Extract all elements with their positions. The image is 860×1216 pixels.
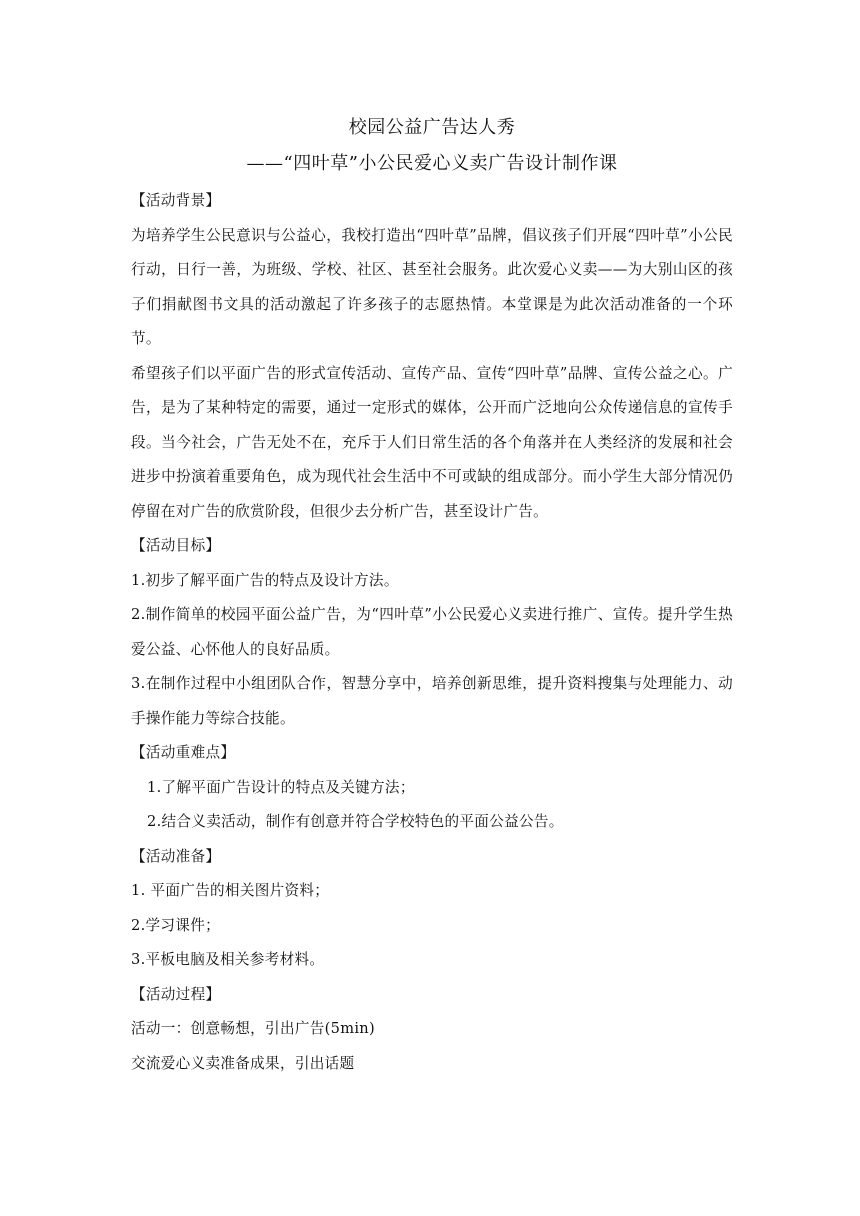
preparation-item: 2.学习课件；	[131, 916, 220, 934]
background-paragraph: 为培养学生公民意识与公益心，我校打造出“四叶草”品牌，倡议孩子们开展“四叶草”小公民行动，日行一善，为班级、学校、社区、甚至社会服务。此次爱心义卖——为大别山区的孩子们捐献图书文具的活动激起了许多孩子的志愿热情。本堂课是为此次活动准备的一个环节。	[131, 226, 733, 347]
background-paragraph: 希望孩子们以平面广告的形式宣传活动、宣传产品、宣传“四叶草”品牌、宣传公益之心。广告，是为了某种特定的需要，通过一定形式的媒体，公开而广泛地向公众传递信息的宣传手段。当今社会，广告无处不在，充斥于人们日常生活的各个角落并在人类经济的发展和社会进步中扮演着重要角色，成为现代社会生活中不可或缺的组成部分。而小学生大部分情况仍停留在对广告的欣赏阶段，但很少去分析广告，甚至设计广告。	[131, 364, 733, 520]
document-body	[131, 110, 733, 1081]
key-point-item: 2.结合义卖活动，制作有创意并符合学校特色的平面公益公告。	[147, 813, 564, 830]
goal-item: 1.初步了解平面广告的特点及设计方法。	[131, 571, 399, 589]
process-item: 活动一：创意畅想，引出广告(5min)	[131, 1020, 375, 1037]
section-heading-process: 【活动过程】	[131, 985, 221, 1003]
key-point-item: 1.了解平面广告设计的特点及关键方法；	[147, 778, 415, 796]
preparation-item: 3.平板电脑及相关参考材料。	[131, 951, 325, 968]
preparation-item: 1. 平面广告的相关图片资料；	[131, 882, 330, 899]
document-title: 校园公益广告达人秀	[348, 117, 516, 138]
section-heading-key-points: 【活动重难点】	[131, 744, 236, 761]
goal-item: 2.制作简单的校园平面公益广告，为“四叶草”小公民爱心义卖进行推广、宣传。提升学生热爱公益、心怀他人的良好品质。	[131, 606, 733, 658]
section-heading-background: 【活动背景】	[131, 192, 221, 209]
section-heading-goals: 【活动目标】	[131, 537, 221, 554]
goal-item: 3.在制作过程中小组团队合作，智慧分享中，培养创新思维，提升资料搜集与处理能力、动手操作能力等综合技能。	[131, 675, 733, 727]
document-subtitle: ——“四叶草”小公民爱心义卖广告设计制作课	[246, 153, 618, 174]
section-heading-preparation: 【活动准备】	[131, 847, 221, 865]
process-item: 交流爱心义卖准备成果，引出话题	[131, 1054, 355, 1072]
